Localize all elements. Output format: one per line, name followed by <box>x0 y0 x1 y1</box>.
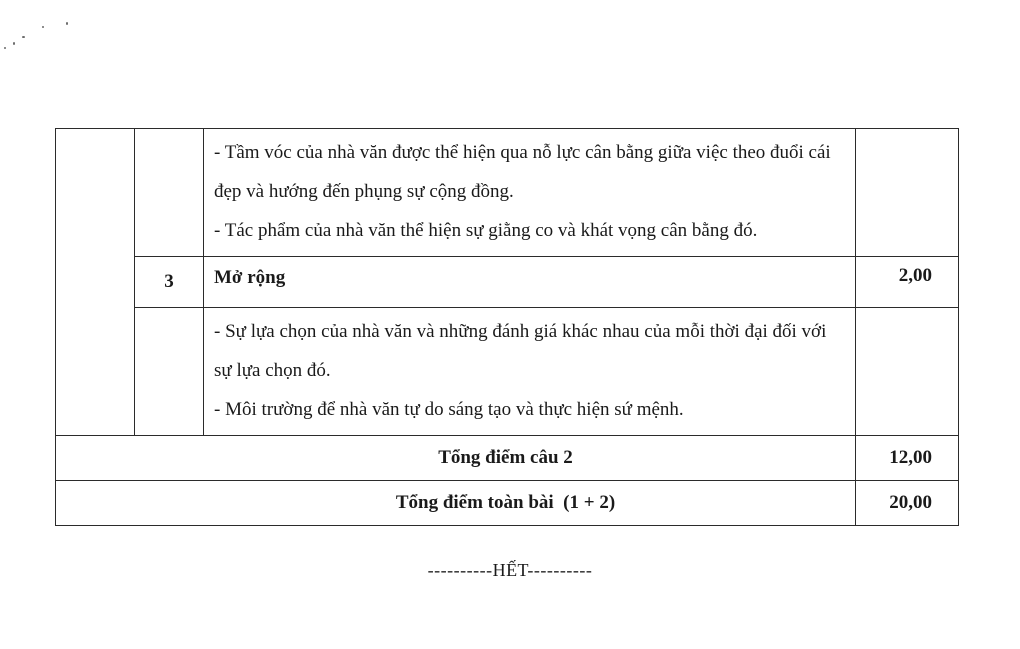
score-cell <box>856 308 959 436</box>
scan-speck <box>4 47 6 49</box>
grand-total-label: Tổng điểm toàn bài (1 + 2) <box>56 481 856 526</box>
content-cell <box>204 308 856 436</box>
table-row <box>56 257 959 308</box>
total-row <box>56 436 959 481</box>
scan-speck <box>42 26 44 28</box>
content-line: - Tác phẩm của nhà văn thể hiện sự giằng co và khát vọng cân bằng đó. <box>214 220 758 241</box>
end-marker: ----------HẾT---------- <box>427 560 593 580</box>
grand-total-score: 20,00 <box>856 481 959 526</box>
item-number-cell <box>135 129 204 257</box>
score-cell <box>856 129 959 257</box>
content-line: - Môi trường để nhà văn tự do sáng tạo và thực hiện sứ mệnh. <box>214 399 684 420</box>
content-line: - Tầm vóc của nhà văn được thể hiện qua nỗ lực cân bằng giữa việc theo đuổi cái đẹp và hướng đến phụng sự cộng đồng. <box>214 142 831 202</box>
item-number-cell: 3 <box>135 257 204 308</box>
total-score: 12,00 <box>856 436 959 481</box>
grading-table <box>55 128 959 526</box>
table-row <box>56 308 959 436</box>
content-cell <box>204 129 856 257</box>
question-cell <box>56 129 135 436</box>
total-label: Tổng điểm câu 2 <box>56 436 856 481</box>
content-line: - Sự lựa chọn của nhà văn và những đánh giá khác nhau của mỗi thời đại đối với sự lựa chọn đó. <box>214 321 827 381</box>
item-number-cell <box>135 308 204 436</box>
total-row <box>56 481 959 526</box>
table-row <box>56 129 959 257</box>
score-cell: 2,00 <box>856 257 959 308</box>
section-heading: Mở rộng <box>204 257 856 308</box>
scan-speck <box>22 36 25 38</box>
scan-speck <box>13 42 15 45</box>
scan-speck <box>66 22 68 25</box>
